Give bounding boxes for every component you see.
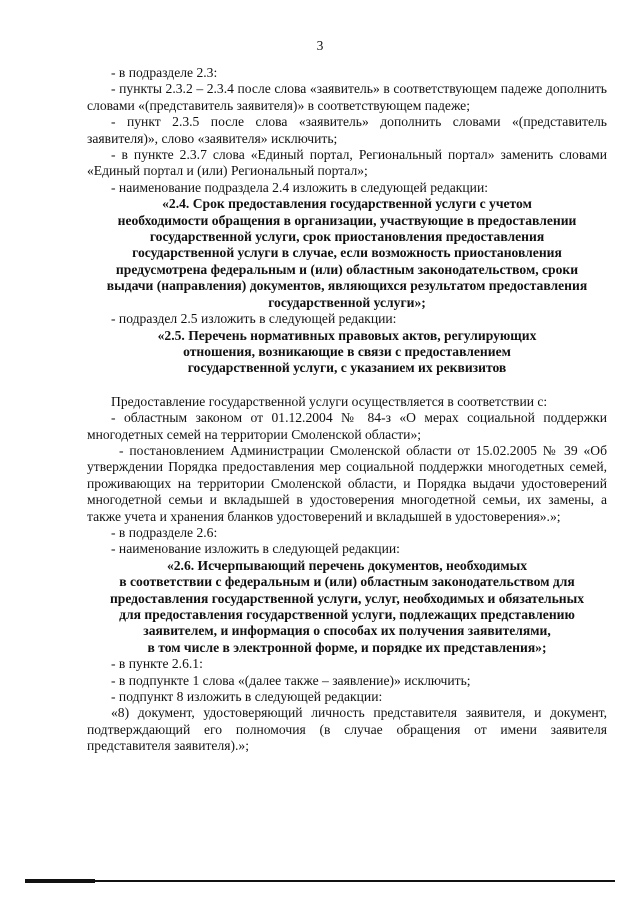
paragraph: - подпункт 8 изложить в следующей редакции: — [111, 689, 383, 705]
heading-line: государственной услуги»; — [268, 294, 426, 310]
spacer — [87, 377, 607, 394]
bottom-border-line — [25, 880, 615, 882]
heading-line: для предоставления государственной услуги, подлежащих представлению — [119, 607, 575, 622]
document-body — [87, 65, 607, 755]
heading-line: в соответствии с федеральным и (или) областным законодательством для — [119, 574, 575, 590]
heading-2-5 — [87, 328, 607, 377]
paragraph: - наименование изложить в следующей редакции: — [111, 541, 400, 557]
page-number: 3 — [316, 38, 324, 53]
paragraph: - подраздел 2.5 изложить в следующей редакции: — [111, 311, 397, 327]
heading-2-4 — [87, 196, 607, 311]
heading-line: предоставления государственной услуги, услуг, необходимых и обязательных — [109, 590, 585, 606]
heading-line: предусмотрена федеральным и (или) областным законодательством, сроки — [115, 261, 579, 277]
paragraph: «8) документ, удостоверяющий личность представителя заявителя, и документ, подтверждающий его полномочия (в случае обращения от имени заявителя представителя заявителя).»; — [87, 705, 607, 754]
heading-line: государственной услуги в случае, если возможность приостановления — [132, 245, 562, 261]
paragraph: - областным законом от 01.12.2004 № 84-з «О мерах социальной поддержки многодетных семей на территории Смоленской области»; — [87, 410, 607, 442]
paragraph: - наименование подраздела 2.4 изложить в следующей редакции: — [111, 179, 489, 195]
paragraph: - в пункте 2.3.7 слова «Единый портал, Региональный портал» заменить словами «Единый портал и (или) Региональный портал»; — [87, 147, 607, 179]
heading-line: необходимости обращения в организации, участвующие в предоставлении — [117, 212, 577, 228]
heading-line: государственной услуги, срок приостановления предоставления — [149, 229, 545, 245]
heading-line: «2.4. Срок предоставления государственной услуги с учетом — [162, 196, 532, 212]
heading-line: заявителем, и информация о способах их получения заявителями, — [143, 623, 551, 639]
paragraph: Предоставление государственной услуги осуществляется в соответствии с: — [111, 393, 548, 409]
heading-line: выдачи (направления) документов, являющихся результатом предоставления — [106, 278, 588, 294]
paragraph: - пункт 2.3.5 после слова «заявитель» дополнить словами «(представитель заявителя)», слово «заявителя» исключить; — [87, 114, 607, 146]
paragraph: - в подразделе 2.3: — [111, 65, 218, 80]
heading-2-6 — [87, 558, 607, 656]
paragraph: - постановлением Администрации Смоленской области от 15.02.2005 № 39 «Об утверждении Порядка предоставления мер социальной поддержки многодетных семей, проживающих на территории Смоленской области, и Порядка выдачи удостоверений многодетной семьи и вкладышей в удостоверения многодетной семьи, их замены, а также учета и хранения бланков удостоверений и вкладышей в удостоверения».»; — [87, 442, 607, 524]
border-thick-segment — [25, 879, 95, 883]
paragraph: - в подразделе 2.6: — [111, 524, 218, 540]
heading-line: «2.5. Перечень нормативных правовых актов, регулирующих — [157, 327, 537, 343]
heading-line: «2.6. Исчерпывающий перечень документов, необходимых — [166, 557, 528, 573]
heading-line: в том числе в электронной форме, и порядке их представления»; — [147, 639, 547, 655]
paragraph: - в пункте 2.6.1: — [111, 656, 203, 672]
paragraph: - в подпункте 1 слова «(далее также – заявление)» исключить; — [111, 672, 471, 688]
heading-line: государственной услуги, с указанием их реквизитов — [187, 360, 507, 376]
heading-line: отношения, возникающие в связи с предоставлением — [183, 343, 511, 359]
paragraph: - пункты 2.3.2 – 2.3.4 после слова «заявитель» в соответствующем падеже дополнить словами «(представитель заявителя)» в соответствующем падеже; — [87, 81, 607, 113]
